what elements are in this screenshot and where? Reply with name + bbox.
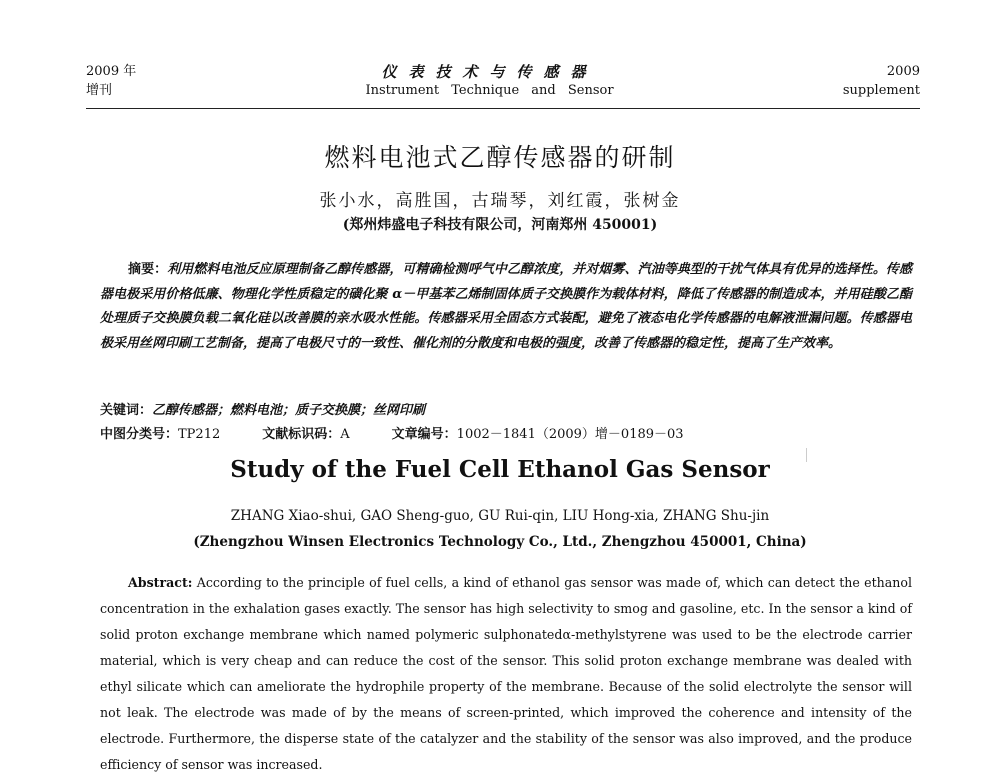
abstract-en: [100, 570, 912, 778]
abstract-cn-text: 利用燃料电池反应原理制备乙醇传感器，可精确检测呼气中乙醇浓度，并对烟雾、汽油等典型的干扰气体具有优异的选择性。传感器电极采用价格低廉、物理化学性质稳定的磺化聚 α－甲基苯乙烯制固体质子交换膜作为载体材料，降低了传感器的制造成本，并用硅酸乙酯处理质子交换膜负载二氧化硅以改善膜的亲水吸水性能。传感器采用全固态方式装配，避免了液态电化学传感器的电解液泄漏问题。传感器电极采用丝网印刷工艺制备，提高了电极尺寸的一致性、催化剂的分散度和电极的强度，改善了传感器的稳定性，提高了生产效率。: [100, 262, 912, 351]
article-number-value: 1002－1841（2009）增－0189－03: [456, 427, 684, 442]
journal-name-en: Instrument Technique and Sensor: [365, 83, 614, 98]
header-right: [843, 62, 920, 100]
keywords-cn-label: 关键词：: [100, 403, 153, 418]
running-header: [86, 62, 920, 109]
header-journal: [366, 62, 614, 100]
keywords-cn-text: 乙醇传感器；燃料电池；质子交换膜；丝网印刷: [152, 403, 426, 418]
clc-value: TP212: [178, 427, 221, 442]
header-year-en: 2009: [886, 64, 920, 79]
article-number: [392, 424, 684, 446]
clc-label: 中图分类号：: [100, 427, 179, 442]
header-left: [86, 62, 136, 100]
header-year-cn: 2009 年: [86, 64, 137, 79]
affiliation-cn: (郑州炜盛电子科技有限公司，河南郑州 450001): [342, 217, 658, 233]
doc-code-label: 文献标识码：: [262, 427, 341, 442]
document-code: [262, 424, 349, 446]
affiliation-en: (Zhengzhou Winsen Electronics Technology Co., Ltd., Zhengzhou 450001, China): [193, 534, 807, 550]
paper-title-en: Study of the Fuel Cell Ethanol Gas Sensor: [230, 456, 770, 483]
abstract-cn-label: 摘要：: [128, 262, 168, 277]
abstract-en-label: Abstract:: [128, 575, 193, 590]
paper-title-cn: 燃料电池式乙醇传感器的研制: [324, 143, 676, 172]
keywords-cn: [100, 400, 912, 422]
abstract-en-text: According to the principle of fuel cells, a kind of ethanol gas sensor was made of, which can detect the ethanol concentration in the exhalation gases exactly. The sensor has high selectivity to smog and gasoline, etc. In the sensor a kind of solid proton exchange membrane which named polymeric sulphonatedα-methylstyrene was used to be the electrode carrier material, which is very cheap and can reduce the cost of the sensor. This solid proton exchange membrane was dealed with ethyl silicate which can ameliorate the hydrophile property of the membrane. Because of the solid electrolyte the sensor will not leak. The electrode was made of by the means of screen-printed, which improved the coherence and intensity of the electrode. Furthermore, the disperse state of the catalyzer and the stability of the sensor was also improved, and the produce efficiency of sensor was increased.: [100, 575, 912, 772]
header-issue-cn: 增刊: [86, 83, 113, 98]
classification-row: [100, 424, 912, 446]
doc-code-value: A: [340, 427, 350, 442]
clc-number: [100, 424, 220, 446]
journal-name-cn: 仪表技术与传感器: [381, 63, 598, 81]
article-number-label: 文章编号：: [391, 427, 457, 442]
authors-en: ZHANG Xiao-shui, GAO Sheng-guo, GU Rui-qin, LIU Hong-xia, ZHANG Shu-jin: [230, 508, 770, 524]
authors-cn: 张小水，高胜国，古瑞琴，刘红霞，张树金: [319, 191, 681, 211]
abstract-cn: [100, 258, 912, 356]
header-issue-en: supplement: [842, 83, 920, 98]
